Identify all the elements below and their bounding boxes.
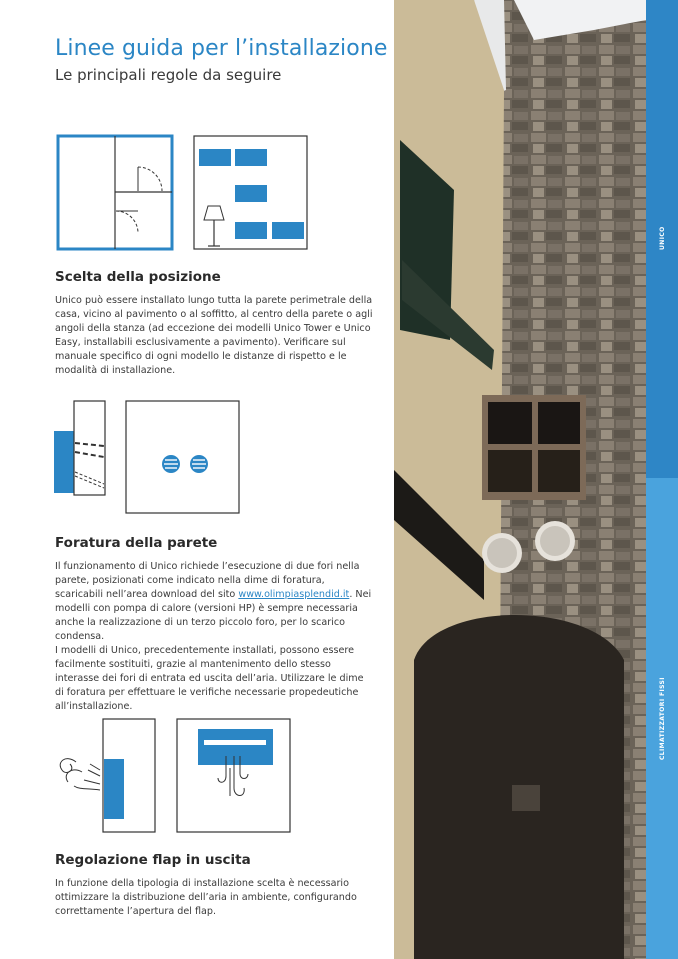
room-plan-diagram [56,134,176,252]
section-text-flap: In funzione della tipologia di installazione scelta è necessario ottimizzare la distribuzione dell’aria in ambiente, configurando correttamente l’apertura del flap. [55,878,357,917]
wall-section-diagram [54,400,109,496]
section-text-position: Unico può essere installato lungo tutta la parete perimetrale della casa, vicino al pavimento o al soffitto, al centro della parete o agli angoli della stanza (ad eccezione dei modelli Unico Tower e Unico Easy, installabili esclusivamente a pavimento). Verificare sul manuale specifico di ogni modello le distanze di rispetto e le modalità di installazione. [55,295,373,376]
section-heading-position: Scelta della posizione [55,269,221,285]
section-heading-drilling: Foratura della parete [55,535,218,551]
flap-side-diagram [54,718,160,834]
section-sidebar [646,0,678,959]
building-photo [394,0,646,959]
drilling-text-part2: . Nei modelli con pompa di calore (versioni HP) è sempre necessaria anche la realizzazione di un terzo piccolo foro, per lo scarico condensa. [55,589,372,642]
sidebar-label-climatizzatori: CLIMATIZZATORI FISSI [659,677,666,760]
wall-holes-diagram [125,400,241,514]
website-link[interactable]: www.olimpiasplendid.it [238,589,350,600]
wall-positions-diagram [193,134,309,252]
section-text-drilling [55,560,373,714]
page-title: Linee guida per l’installazione [55,36,388,61]
drilling-text-paragraph2: I modelli di Unico, precedentemente installati, possono essere facilmente sostituiti, grazie al mantenimento dello stesso interasse dei fori di entrata ed uscita dell’aria. Utilizzare le dime di foratura per effettuare le verifiche necessarie propedeutiche all’installazione. [55,645,364,712]
section-heading-flap: Regolazione flap in uscita [55,852,251,868]
flap-front-diagram [176,718,292,834]
sidebar-label-unico: UNICO [659,226,666,250]
page-subtitle: Le principali regole da seguire [55,66,282,84]
drilling-text-part1: Il funzionamento di Unico richiede l’esecuzione di due fori nella parete, posizionati come indicato nella dime di foratura, scaricabili nell’area download del sito [55,561,360,600]
